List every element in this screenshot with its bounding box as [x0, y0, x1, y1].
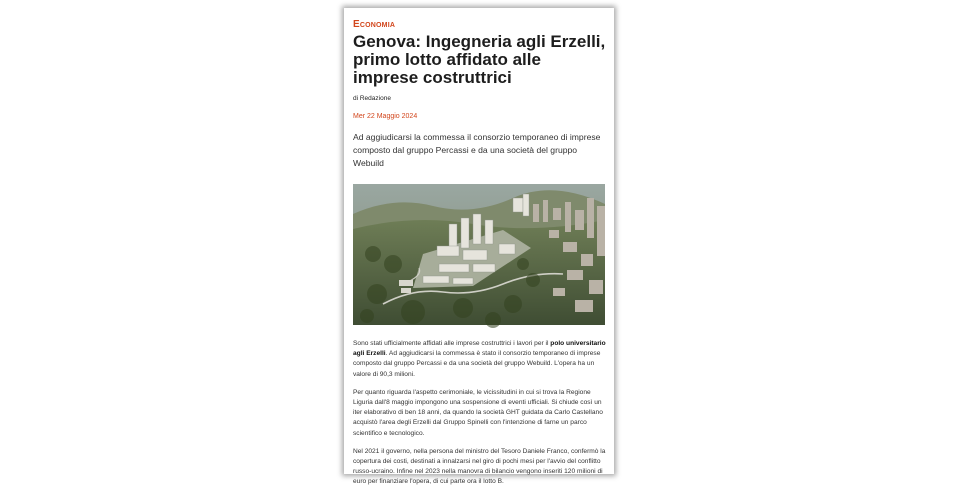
article-page — [344, 8, 614, 486]
article-title: Genova: Ingegneria agli Erzelli, primo lotto affidato alle imprese costruttrici — [353, 32, 606, 87]
hero-image — [353, 184, 605, 325]
article-summary: Ad aggiudicarsi la commessa il consorzio temporaneo di imprese composto dal gruppo Percassi e da una società del gruppo Webuild — [353, 132, 601, 168]
category-link[interactable]: Economia — [353, 19, 396, 30]
paragraph-highlight: polo universitario agli Erzelli — [353, 340, 606, 358]
paragraph-text: . Ad aggiudicarsi la commessa è stato il consorzio temporaneo di imprese composto dal gruppo Percassi e da una società del gruppo Webuild. L'opera ha un valore di 90,3 milioni. — [353, 350, 601, 378]
paragraph-text: Sono stati ufficialmente affidati alle imprese costruttrici i lavori per il — [353, 340, 551, 347]
body-paragraph-2: Per quanto riguarda l'aspetto cerimoniale, le vicissitudini in cui si trova la Regione Liguria dall'8 maggio impongono una sospensione di eventi ufficiali. Si chiude così un iter elaborativo di ben 18 anni, da quando la società GHT guidata da Carlo Castellano acquistò l'area degli Erzelli dal Gruppo Spinelli con l'intenzione di farne un parco scientifico e tecnologico. — [353, 388, 603, 437]
body-paragraph-3: Nel 2021 il governo, nella persona del ministro del Tesoro Daniele Franco, confermò la copertura dei costi, destinati a innalzarsi nel giro di pochi mesi per l'avvio del conflitto russo-ucraino. Infine nel 2023 nella manovra di bilancio vengono inseriti 120 milioni di euro per finanziare l'opera, di cui parte ora il lotto B. — [353, 447, 606, 486]
article-body — [353, 339, 606, 488]
aerial-rendering-illustration — [353, 184, 605, 325]
article-content — [353, 18, 606, 496]
publish-date: Mer 22 Maggio 2024 — [353, 113, 418, 120]
author-byline: di Redazione — [353, 95, 391, 102]
body-paragraph-1 — [353, 339, 606, 380]
